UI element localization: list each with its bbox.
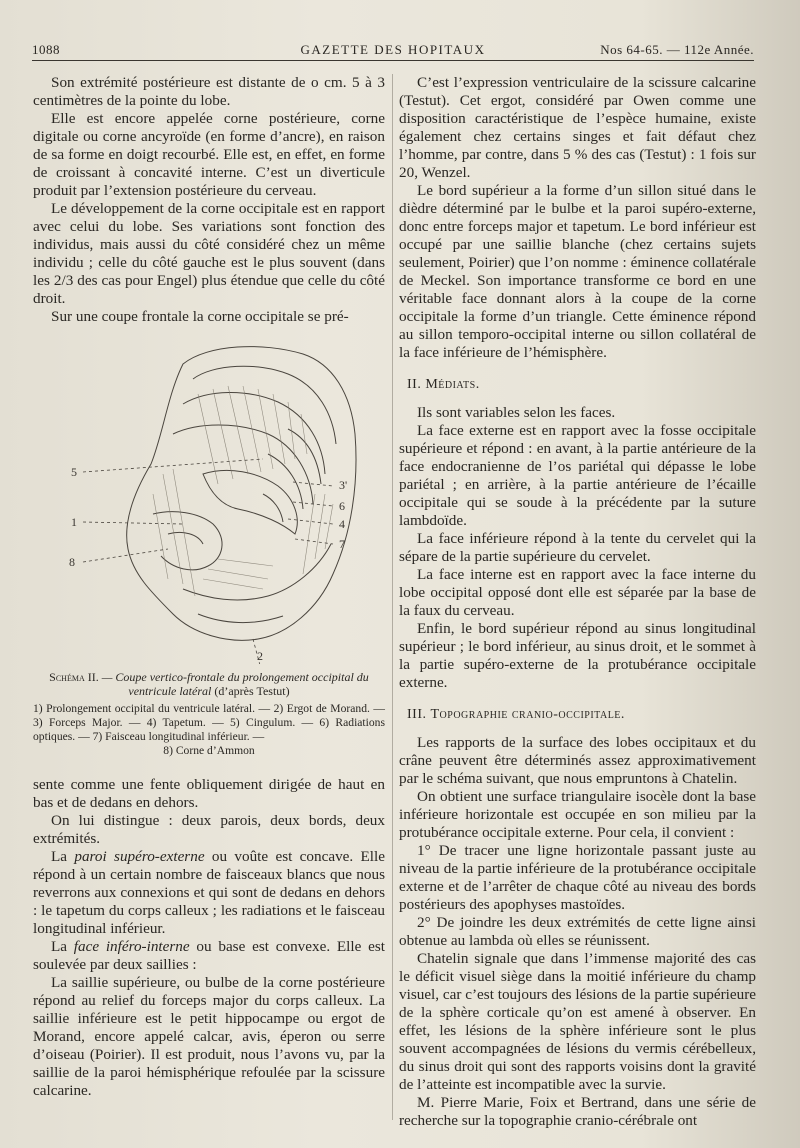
paragraph: Son extrémité postérieure est distante de o cm. 5 à 3 centimètres de la pointe du lobe. (33, 74, 385, 109)
paragraph: Les rapports de la surface des lobes occipitaux et du crâne peuvent être déterminés assez approximativement par le schéma suivant, que nous empruntons à Chatelin. (399, 734, 756, 787)
paragraph: sente comme une fente obliquement dirigée de haut en bas et de dedans en dehors. (33, 776, 385, 811)
legend-last: 8) Corne d’Ammon (163, 744, 255, 757)
figure-label-8: 8 (69, 555, 75, 569)
paragraph: Ils sont variables selon les faces. (417, 404, 616, 421)
paragraph: 2° De joindre les deux extrémités de cette ligne ainsi obtenue au lambda où elles se réunissent. (399, 914, 756, 949)
paragraph: La face externe est en rapport avec la fosse occipitale supérieure et répond : en avant, à la partie antérieure de la face endocranienne de l’os pariétal qui dépasse le lobe pariétal ; en arrière, à la partie antérieure de l’écaille occipitale qui se soude à la précédente par la suture lambdoïde. (399, 422, 756, 529)
paragraph: On lui distingue : deux parois, deux bords, deux extrémités. (33, 812, 385, 847)
running-header (32, 40, 754, 61)
paragraph: Chatelin signale que dans l’immense majorité des cas le déficit visuel siège dans la moitié inférieure du champ visuel, car c’est toujours des lésions de la partie supérieure de la sphère corticale qu’on est amené à observer. En effet, les lésions de la sphère inférieure sont le plus souvent accompagnées de lésions du vermis cérébelleux, du sinus droit qui sont des rapports voisins dont la gravité de l’atteinte est incompatible avec la survie. (399, 950, 756, 1093)
paragraph: Elle est encore appelée corne postérieure, corne digitale ou corne ancyroïde (en forme d’ancre), en raison de sa forme en doigt recourbé. Elle est, en effet, en forme de croissant à concavité interne. C’est un diverticule produit par l’extension postérieure du cerveau. (33, 110, 385, 199)
figure-label-1: 1 (71, 515, 77, 529)
figure-label-6: 6 (339, 499, 345, 513)
issue-number: Nos 64-65. — 112e Année. (600, 42, 754, 57)
figure-label-2: 2 (257, 649, 263, 663)
figure-label-4: 4 (339, 517, 345, 531)
section-heading: II. Médiats. (407, 377, 480, 392)
legend-main: 1) Prolongement occipital du ventricule latéral. — 2) Ergot de Morand. — 3) Forceps Major. — 4) Tapetum. — 5) Cingulum. — 6) Radiations optiques. — 7) Faisceau longitudinal inférieur. — (33, 702, 385, 743)
column-divider (392, 74, 393, 1120)
paragraph: Le bord supérieur a la forme d’un sillon situé dans le dièdre déterminé par le bulbe et la paroi supéro-externe, donc entre forceps major et tapetum. Le bord inférieur est occupé par une saillie blanche (chez certains sujets seulement, Poirier) que l’on nomme : éminence collatérale de Meckel. Son importance transforme ce bord en une véritable face donnant alors à la coupe de la corne occipitale la forme d’un triangle. Cette éminence répond au sillon temporo-occipital interne ou sillon collatéral de la face inférieure de l’hémisphère. (399, 182, 756, 361)
paragraph: La paroi supéro-externe ou voûte est concave. Elle répond à un certain nombre de faisceaux blancs que nous reverrons aux connexions et qui sont de dedans en dehors : le tapetum du corps calleux ; les radiations et le faisceau longitudinal inférieur. (33, 848, 385, 937)
figure-caption (33, 670, 385, 698)
paragraph: 1° De tracer une ligne horizontale passant juste au niveau de la partie inférieure de la protubérance occipitale externe et de l’arrêter de chaque côté au niveau des bords postérieurs des apophyses mastoïdes. (399, 842, 756, 913)
paragraph: Le développement de la corne occipitale est en rapport avec celui du lobe. Ses variations sont fonction des individus, mais aussi du côté considéré chez un même individu ; celle du côté gauche est le plus souvent (dans les 2/3 des cas pour Engel) plus étendue que celle du côté droit. (33, 200, 385, 307)
paragraph: La face interne est en rapport avec la face interne du lobe occipital opposé dont elle est séparée par la base de la faux du cerveau. (399, 566, 756, 619)
section-heading: III. Topographie cranio-occipitale. (407, 707, 625, 722)
caption-source: (d’après Testut) (214, 684, 290, 698)
figure-legend (33, 702, 385, 758)
paragraph: Sur une coupe frontale la corne occipitale se pré- (51, 308, 349, 325)
brain-section-drawing (33, 334, 385, 664)
paragraph: Enfin, le bord supérieur répond au sinus longitudinal supérieur ; le bord inférieur, au sinus droit, et le sommet à la partie supéro-externe de la protubérance occipitale externe. (399, 620, 756, 691)
figure-label-5: 5 (71, 465, 77, 479)
paragraph: On obtient une surface triangulaire isocèle dont la base inférieure horizontale est occupée en son milieu par la protubérance occipitale externe. Pour cela, il convient : (399, 788, 756, 841)
caption-text: — Coupe vertico-frontale du prolongement occipital du ventricule latéral (101, 670, 369, 698)
left-column (33, 74, 385, 1100)
caption-label: Schéma II. (49, 670, 99, 684)
emphasis: face inféro-interne (73, 938, 190, 955)
anatomical-figure (33, 334, 385, 664)
journal-title: GAZETTE DES HOPITAUX (300, 42, 486, 57)
right-column (399, 74, 756, 1130)
paragraph: La face inféro-interne ou base est convexe. Elle est soulevée par deux saillies : (33, 938, 385, 973)
figure-label-3: 3' (339, 478, 348, 492)
emphasis: paroi supéro-externe (74, 848, 205, 865)
paragraph: M. Pierre Marie, Foix et Bertrand, dans une série de recherche sur la topographie cranio-cérébrale ont (399, 1094, 756, 1129)
page-number: 1088 (32, 42, 60, 57)
paragraph: C’est l’expression ventriculaire de la scissure calcarine (Testut). Cet ergot, considéré par Owen comme une disposition caractéristique de l’espèce humaine, existe également chez certains singes et fait défaut chez l’homme, par contre, dans 5 % des cas (Testut) : 1 fois sur 20, Wenzel. (399, 74, 756, 181)
paragraph: La saillie supérieure, ou bulbe de la corne postérieure répond au relief du forceps major du corps calleux. La saillie inférieure est le petit hippocampe ou ergot de Morand, encore appelé calcar, avis, éperon ou serre d’oiseau (Poirier). Il est produit, nous l’avons vu, par la saillie de la paroi hémisphérique refoulée par la scissure calcarine. (33, 974, 385, 1099)
paragraph: La face inférieure répond à la tente du cervelet qui la sépare de la partie supérieure du cervelet. (399, 530, 756, 565)
figure-label-7: 7 (339, 537, 345, 551)
